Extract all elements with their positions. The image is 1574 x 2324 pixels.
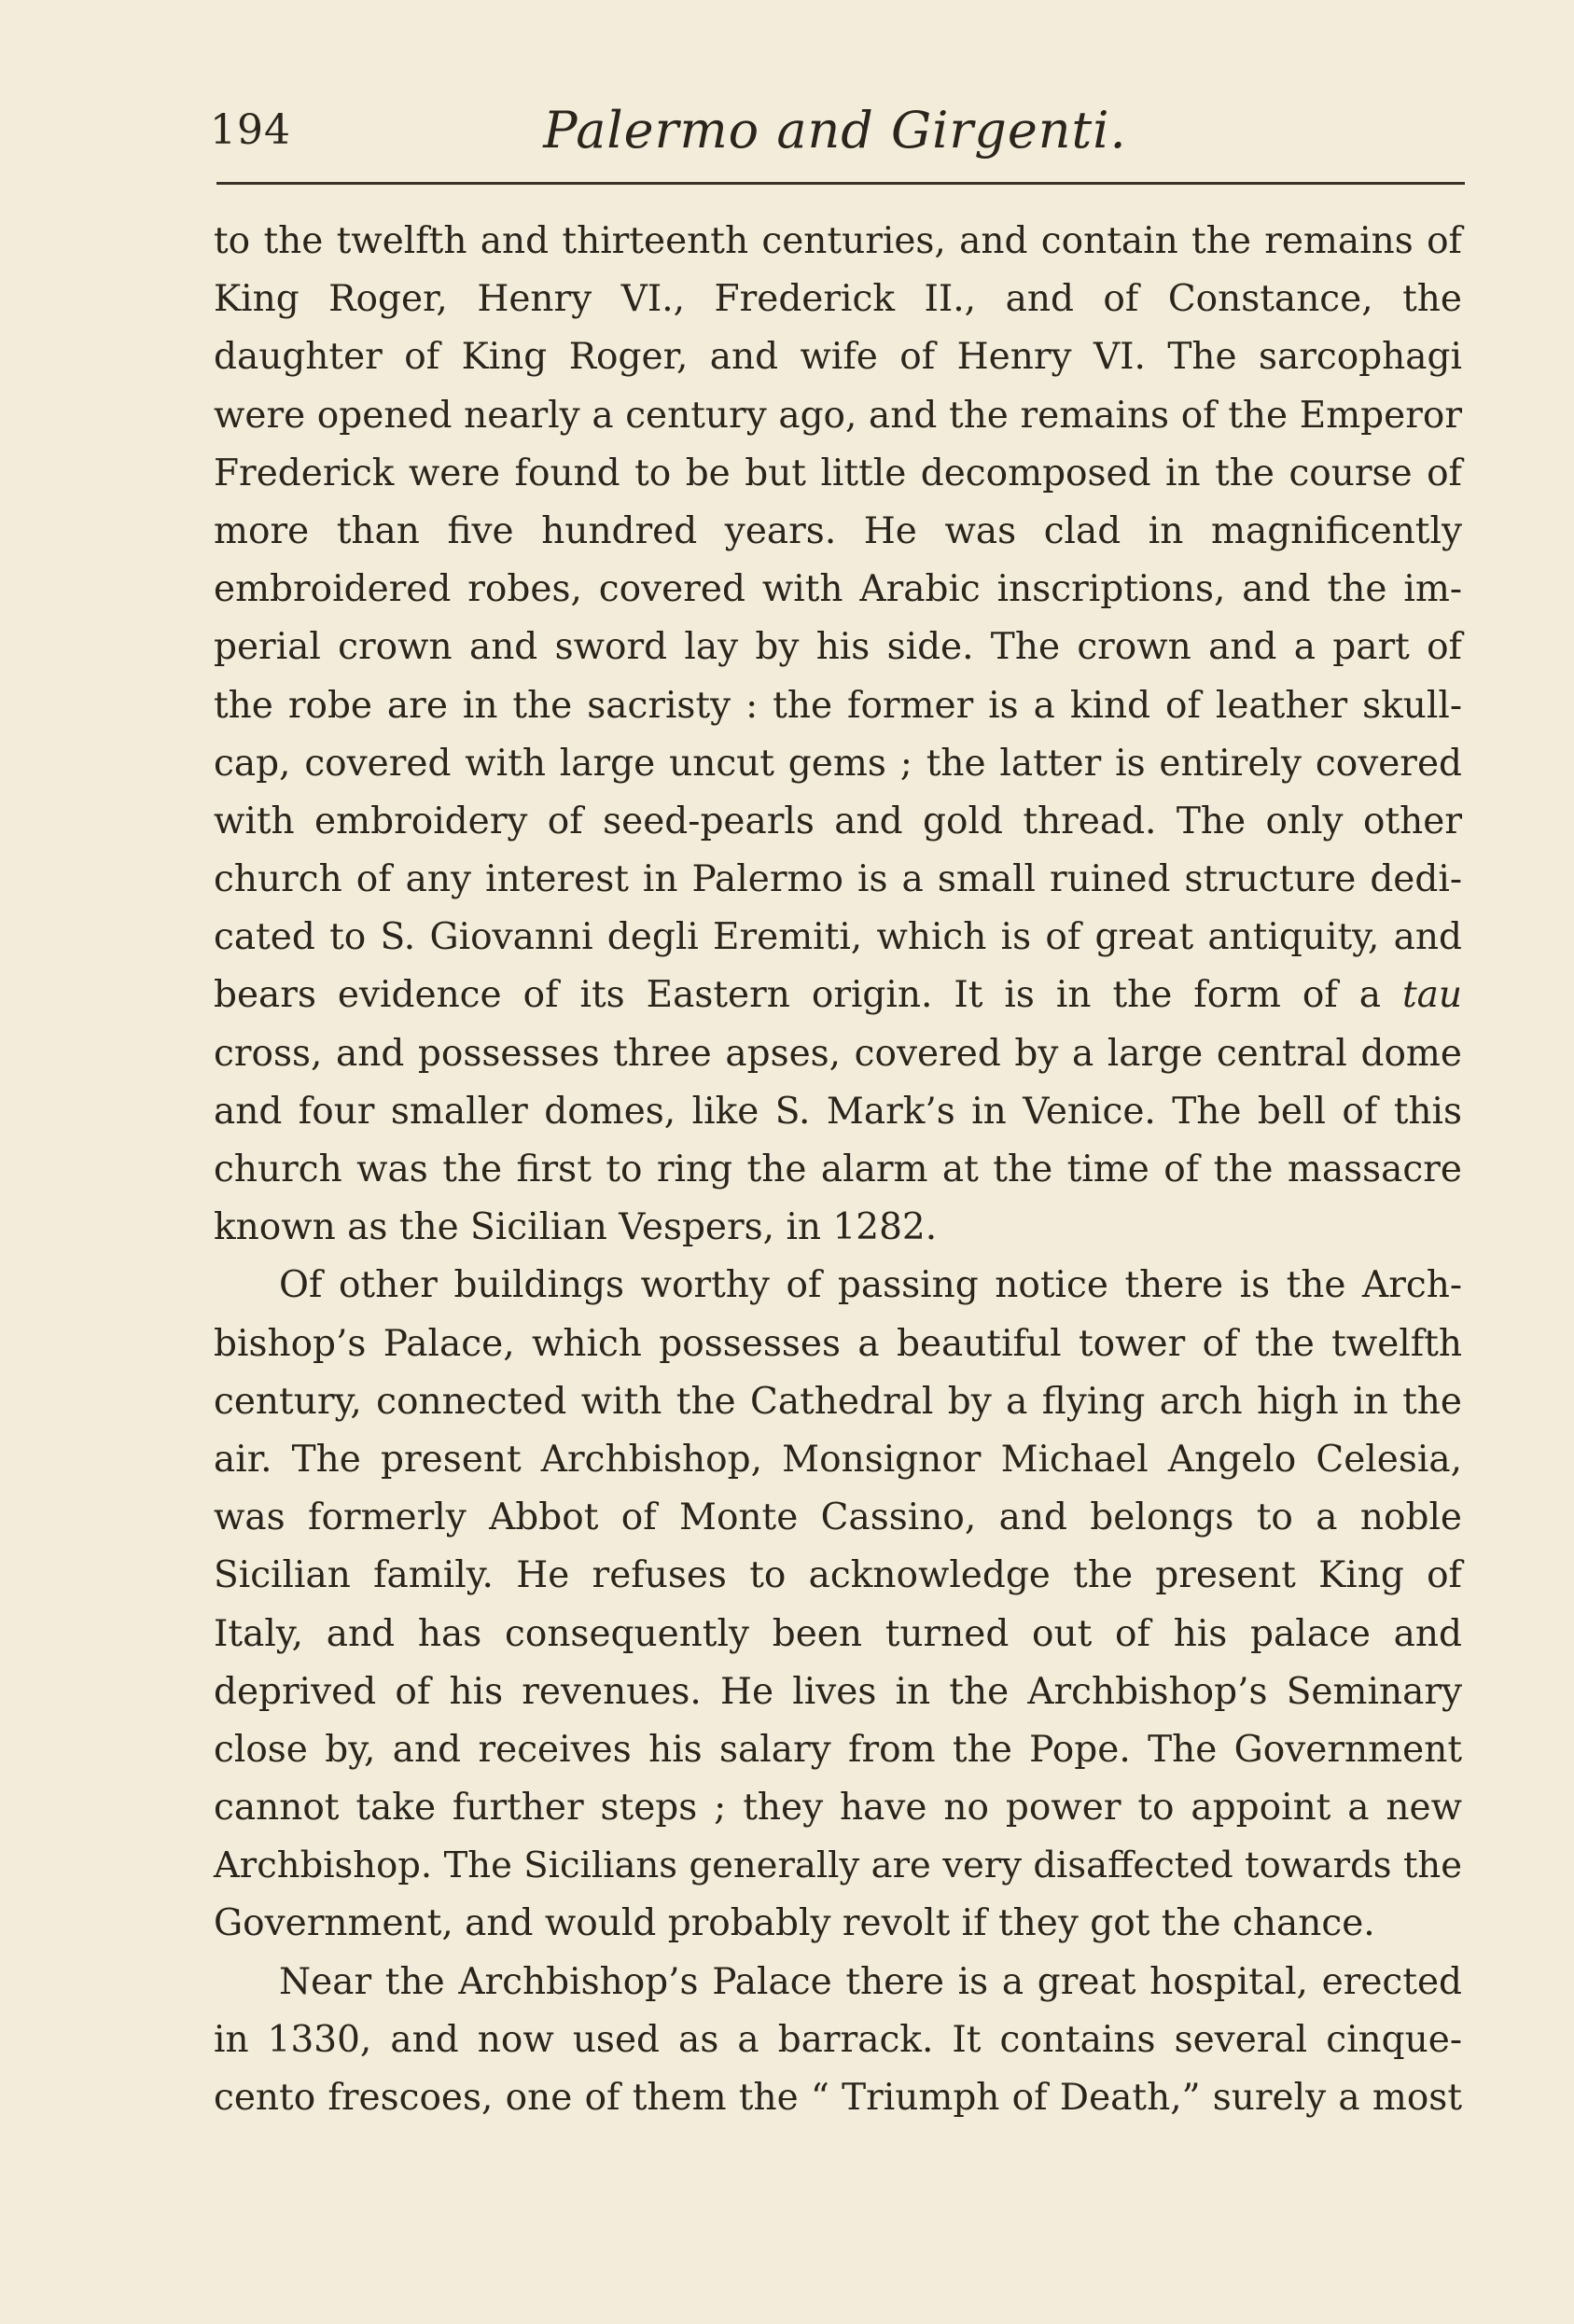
text-line: Frederick were found to be but little decomposed in the course of [214, 452, 1462, 494]
text-line: century, connected with the Cathedral by a flying arch high in the [214, 1380, 1462, 1423]
text-line: air. The present Archbishop, Monsignor Michael Angelo Celesia, [214, 1438, 1462, 1481]
text-line: perial crown and sword lay by his side. The crown and a part of [214, 626, 1462, 669]
text-line: church was the first to ring the alarm at the time of the massacre [214, 1148, 1462, 1190]
text-line: cannot take further steps ; they have no power to appoint a new [214, 1787, 1462, 1830]
text-line: church of any interest in Palermo is a small ruined structure dedi- [214, 858, 1462, 901]
text-line: Italy, and has consequently been turned out of his palace and [214, 1612, 1462, 1655]
running-head [210, 93, 1460, 159]
text-line: cross, and possesses three apses, covered by a large central dome [214, 1032, 1462, 1075]
text-line: deprived of his revenues. He lives in the Archbishop’s Seminary [214, 1670, 1462, 1713]
body-text [214, 213, 1462, 2127]
text-line: more than five hundred years. He was clad in magnificently [214, 509, 1462, 552]
italic-word: tau [1401, 974, 1462, 1017]
text-line: was formerly Abbot of Monte Cassino, and belongs to a noble [214, 1496, 1462, 1539]
text-line: known as the Sicilian Vespers, in 1282. [214, 1206, 938, 1249]
running-title: Palermo and Girgenti. [543, 101, 1127, 160]
text-line: cap, covered with large uncut gems ; the latter is entirely covered [214, 742, 1462, 785]
text-line: King Roger, Henry VI., Frederick II., and of Constance, the [214, 278, 1462, 321]
text-line: Near the Archbishop’s Palace there is a great hospital, erected [279, 1960, 1462, 2003]
text-line: the robe are in the sacristy : the former is a kind of leather skull- [214, 684, 1462, 727]
text-line: and four smaller domes, like S. Mark’s in Venice. The bell of this [214, 1090, 1462, 1133]
text-line: embroidered robes, covered with Arabic inscriptions, and the im- [214, 568, 1462, 611]
page-number: 194 [210, 106, 291, 154]
text-line: close by, and receives his salary from the Pope. The Government [214, 1728, 1462, 1771]
text-line: cated to S. Giovanni degli Eremiti, which is of great antiquity, and [214, 916, 1462, 959]
text-line: Government, and would probably revolt if they got the chance. [214, 1902, 1375, 1945]
text-line: in 1330, and now used as a barrack. It contains several cinque- [214, 2018, 1462, 2061]
text-line: daughter of King Roger, and wife of Henry VI. The sarcophagi [214, 336, 1462, 379]
text-line: with embroidery of seed-pearls and gold thread. The only other [214, 800, 1462, 842]
text-line: to the twelfth and thirteenth centuries, and contain the remains of [214, 220, 1462, 262]
text-line: Of other buildings worthy of passing notice there is the Arch- [279, 1264, 1462, 1307]
text-line: Sicilian family. He refuses to acknowledge the present King of [214, 1554, 1462, 1597]
header-rule [216, 182, 1465, 185]
text-line: cento frescoes, one of them the “ Triumph of Death,” surely a most [214, 2077, 1462, 2119]
text-line: were opened nearly a century ago, and the remains of the Emperor [214, 394, 1462, 437]
text-line: bishop’s Palace, which possesses a beautiful tower of the twelfth [214, 1322, 1462, 1365]
text-line: Archbishop. The Sicilians generally are very disaffected towards the [214, 1844, 1462, 1887]
text-line: bears evidence of its Eastern origin. It is in the form of a tau [214, 974, 1462, 1017]
